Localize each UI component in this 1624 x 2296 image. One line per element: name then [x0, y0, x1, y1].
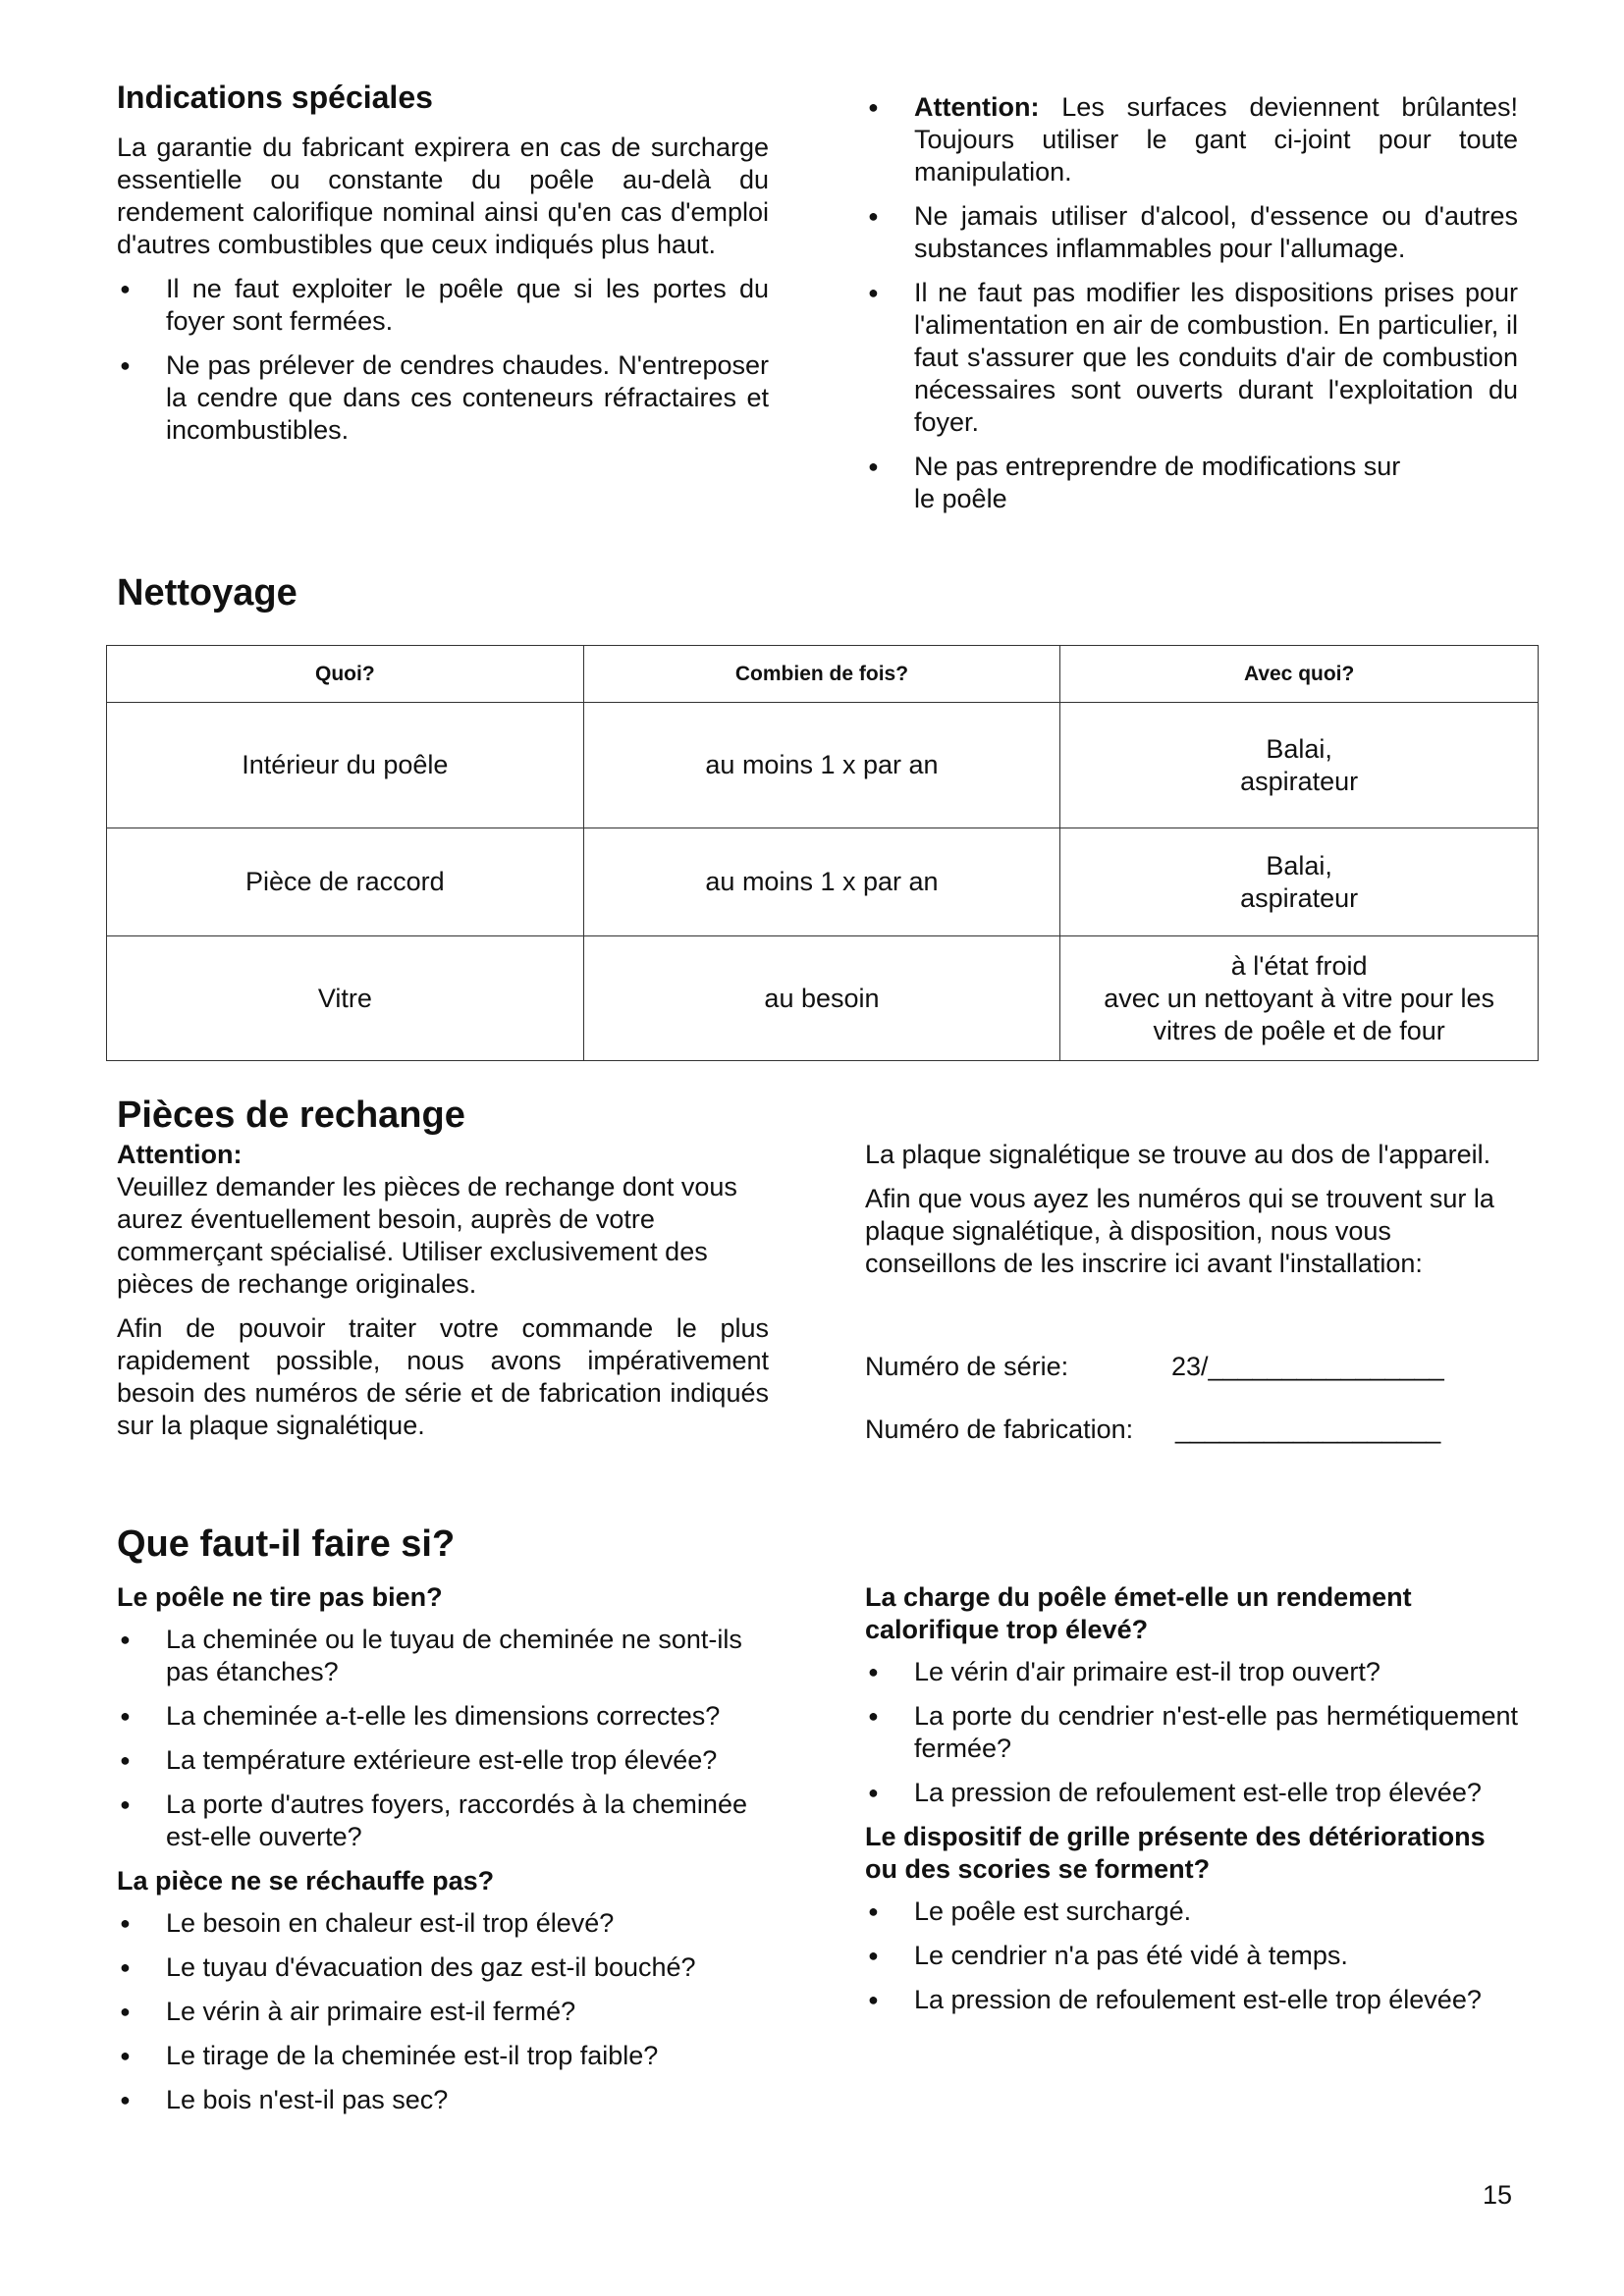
attention-label: Attention:	[914, 92, 1040, 122]
faq-answer-list	[117, 1907, 769, 2116]
table-cell-line: vitres de poêle et de four	[1153, 1015, 1445, 1045]
fabrication-number-label: Numéro de fabrication:	[865, 1415, 1134, 1444]
indications-title: Indications spéciales	[117, 80, 433, 115]
pieces-paragraph-1: Veuillez demander les pièces de rechange dont vous aurez éventuellement besoin, auprès de votre commerçant spécialisé. Utiliser exclusivement des pièces de rechange originales.	[117, 1172, 737, 1299]
faq-question: La charge du poêle émet-elle un rendement calorifique trop élevé?	[865, 1582, 1412, 1644]
table-header-row	[107, 646, 1539, 703]
serial-number-label: Numéro de série:	[865, 1352, 1069, 1381]
cleaning-table	[106, 645, 1539, 1061]
table-cell: Pièce de raccord	[107, 828, 584, 936]
faq-question: La pièce ne se réchauffe pas?	[117, 1866, 495, 1896]
fabrication-number-field	[865, 1414, 1518, 1446]
table-cell-line: aspirateur	[1240, 766, 1359, 796]
attention-text: Les surfaces deviennent brûlantes! Toujours utiliser le gant ci-joint pour toute manipulation.	[914, 92, 1518, 187]
serial-number-value: 23/________________	[1171, 1352, 1444, 1381]
list-item: ● La porte d'autres foyers, raccordés à la cheminée est-elle ouverte?	[117, 1789, 769, 1853]
indications-right-list	[865, 91, 1518, 515]
fabrication-number-value: __________________	[1175, 1415, 1441, 1444]
nameplate-location: La plaque signalétique se trouve au dos de l'appareil.	[865, 1140, 1491, 1169]
column-header-what: Quoi?	[107, 646, 584, 703]
list-item: ● Le cendrier n'a pas été vidé à temps.	[865, 1940, 1518, 1972]
list-item: ● Le poêle est surchargé.	[865, 1896, 1518, 1928]
pieces-right-column	[865, 1139, 1518, 1446]
table-cell-line: à l'état froid	[1230, 950, 1368, 981]
table-cell-line: aspirateur	[1240, 882, 1359, 913]
list-item: ● Ne jamais utiliser d'alcool, d'essence ou d'autres substances inflammables pour l'allumage.	[865, 200, 1518, 265]
faq-answer-list	[865, 1656, 1518, 1809]
list-item: ● Ne pas entreprendre de modifications sur le poêle	[865, 451, 1415, 515]
pieces-title: Pièces de rechange	[117, 1095, 465, 1136]
list-item: ● Il ne faut pas modifier les dispositions prises pour l'alimentation en air de combustion. En particulier, il faut s'assurer que les conduits d'air de combustion nécessaires sont ouverts durant l'exploitation du foyer.	[865, 277, 1518, 439]
list-item: ● La porte du cendrier n'est-elle pas hermétiquement fermée?	[865, 1700, 1518, 1765]
list-item: ● Ne pas prélever de cendres chaudes. N'entreposer la cendre que dans ces conteneurs réfractaires et incombustibles.	[117, 349, 769, 447]
table-cell: au moins 1 x par an	[583, 828, 1060, 936]
list-item: ● La cheminée a-t-elle les dimensions correctes?	[117, 1700, 769, 1733]
faq-question: Le dispositif de grille présente des détériorations ou des scories se forment?	[865, 1822, 1486, 1884]
table-cell: au moins 1 x par an	[583, 703, 1060, 828]
table-row	[107, 828, 1539, 936]
table-cell-line: Balai,	[1266, 850, 1332, 881]
table-cell	[1060, 828, 1539, 936]
list-item: ● Le vérin d'air primaire est-il trop ouvert?	[865, 1656, 1518, 1688]
table-cell: Intérieur du poêle	[107, 703, 584, 828]
list-item: ● Le tirage de la cheminée est-il trop faible?	[117, 2040, 769, 2072]
column-header-with: Avec quoi?	[1060, 646, 1539, 703]
list-item: ● La pression de refoulement est-elle trop élevée?	[865, 1777, 1518, 1809]
pieces-paragraph-2: Afin de pouvoir traiter votre commande le plus rapidement possible, nous avons impérativement besoin des numéros de série et de fabrication indiqués sur la plaque signalétique.	[117, 1313, 769, 1440]
nettoyage-title: Nettoyage	[117, 572, 298, 614]
list-item: ● Le besoin en chaleur est-il trop élevé?	[117, 1907, 769, 1940]
table-cell-line: Balai,	[1266, 733, 1332, 764]
faq-title: Que faut-il faire si?	[117, 1523, 456, 1565]
list-item: ● La température extérieure est-elle trop élevée?	[117, 1744, 769, 1777]
table-row	[107, 703, 1539, 828]
list-item: ● Le vérin à air primaire est-il fermé?	[117, 1996, 769, 2028]
faq-answer-list	[117, 1624, 769, 1853]
serial-number-field	[865, 1351, 1518, 1383]
faq-left-column	[117, 1581, 769, 2128]
table-row	[107, 936, 1539, 1061]
indications-intro: La garantie du fabricant expirera en cas de surcharge essentielle ou constante du poêle au-delà du rendement calorifique nominal ainsi qu'en cas d'emploi d'autres combustibles que ceux indiqués plus haut.	[117, 133, 769, 259]
table-cell	[1060, 936, 1539, 1061]
pieces-left-column	[117, 1094, 769, 1442]
page-number: 15	[1483, 2180, 1513, 2210]
faq-question: Le poêle ne tire pas bien?	[117, 1582, 443, 1612]
faq-answer-list	[865, 1896, 1518, 2016]
pieces-attention-label: Attention:	[117, 1140, 243, 1169]
table-cell	[1060, 703, 1539, 828]
table-cell-line: avec un nettoyant à vitre pour les	[1104, 983, 1495, 1013]
faq-right-column	[865, 1581, 1518, 2028]
table-cell: au besoin	[583, 936, 1060, 1061]
indications-left-column	[117, 79, 769, 458]
list-item	[865, 91, 1518, 188]
list-item: ● La cheminée ou le tuyau de cheminée ne sont-ils pas étanches?	[117, 1624, 785, 1688]
indications-right-column	[865, 91, 1518, 527]
column-header-frequency: Combien de fois?	[583, 646, 1060, 703]
table-cell: Vitre	[107, 936, 584, 1061]
list-item: ● Le tuyau d'évacuation des gaz est-il bouché?	[117, 1951, 769, 1984]
list-item: ● La pression de refoulement est-elle trop élevée?	[865, 1984, 1518, 2016]
nameplate-instructions: Afin que vous ayez les numéros qui se trouvent sur la plaque signalétique, à disposition, nous vous conseillons de les inscrire ici avant l'installation:	[865, 1184, 1494, 1278]
list-item: ● Le bois n'est-il pas sec?	[117, 2084, 769, 2116]
indications-left-list	[117, 273, 769, 447]
list-item: ● Il ne faut exploiter le poêle que si les portes du foyer sont fermées.	[117, 273, 769, 338]
